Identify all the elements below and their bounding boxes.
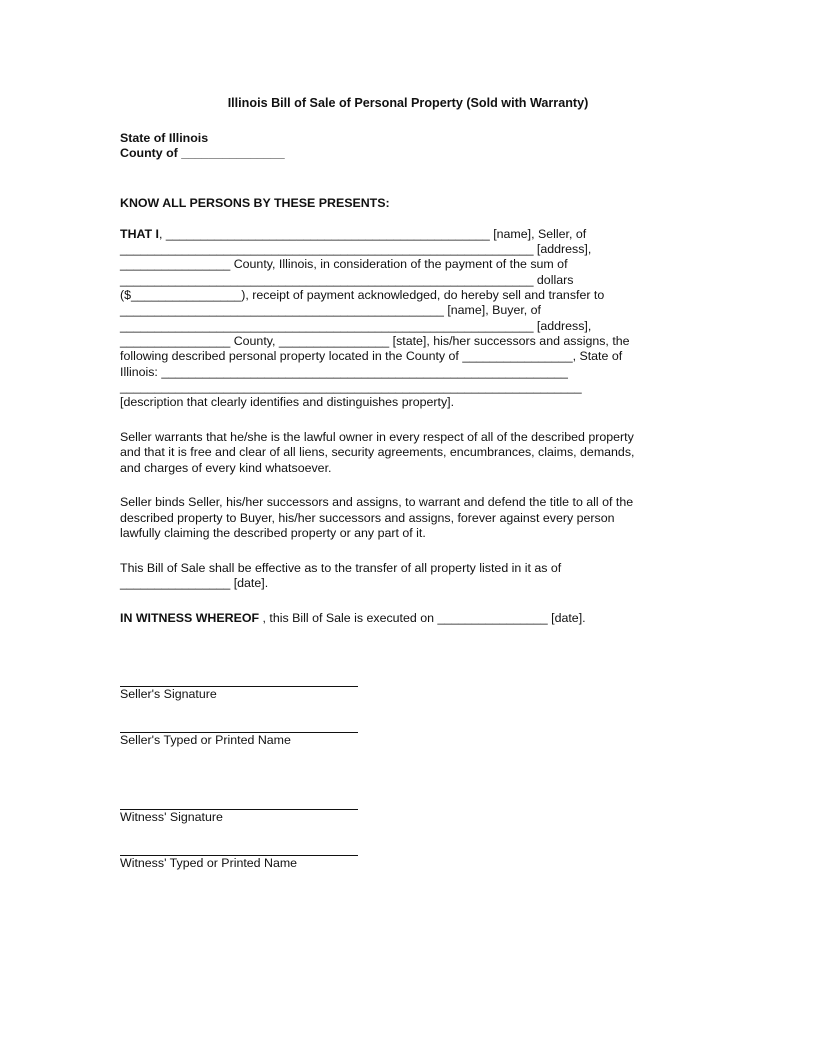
that-i-line-11: ___________________________________________________________________ [120, 380, 582, 394]
seller-signature-label: Seller's Signature [120, 687, 217, 701]
seller-name-label: Seller's Typed or Printed Name [120, 733, 291, 747]
that-i-line-5: ($________________), receipt of payment acknowledged, do hereby sell and transfer to [120, 288, 605, 302]
that-i-line-3: ________________ County, Illinois, in consideration of the payment of the sum of [120, 257, 568, 271]
witness-whereof-lead: IN WITNESS WHEREOF [120, 611, 260, 625]
warrant-line-3: and charges of every kind whatsoever. [120, 461, 332, 475]
witness-name-label: Witness' Typed or Printed Name [120, 856, 298, 870]
know-all-heading: KNOW ALL PERSONS BY THESE PRESENTS: [120, 196, 390, 210]
that-i-line-2: ____________________________________________________________ [address], [120, 242, 592, 256]
that-i-line-1 [120, 227, 586, 242]
that-i-line-10: Illinois: ___________________________________________________________ [120, 365, 568, 379]
that-i-line-7: ____________________________________________________________ [address], [120, 319, 592, 333]
that-i-line-9: following described personal property located in the County of ________________, State of [120, 349, 623, 363]
that-i-line-12: [description that clearly identifies and distinguishes property]. [120, 395, 455, 409]
that-i-line-6: _______________________________________________ [name], Buyer, of [120, 303, 541, 317]
county-line: County of _______________ [120, 146, 285, 160]
that-i-line-1-text: , _______________________________________________ [name], Seller, of [159, 227, 587, 241]
that-i-line-8: ________________ County, ________________ [state], his/her successors and assigns, the [120, 334, 630, 348]
that-i-line-4: ____________________________________________________________ dollars [120, 273, 574, 287]
witness-whereof-text: , this Bill of Sale is executed on ________________ [date]. [259, 611, 586, 625]
warrant-line-1: Seller warrants that he/she is the lawful owner in every respect of all of the described property [120, 430, 634, 444]
document-title: Illinois Bill of Sale of Personal Property (Sold with Warranty) [227, 96, 589, 110]
binds-line-3: lawfully claiming the described property or any part of it. [120, 526, 426, 540]
that-i-lead: THAT I [120, 227, 159, 241]
binds-line-2: described property to Buyer, his/her successors and assigns, forever against every person [120, 511, 615, 525]
witness-signature-label: Witness' Signature [120, 810, 223, 824]
effective-line-1: This Bill of Sale shall be effective as to the transfer of all property listed in it as of [120, 561, 562, 575]
binds-line-1: Seller binds Seller, his/her successors and assigns, to warrant and defend the title to all of the [120, 495, 634, 509]
witness-whereof-line [120, 611, 586, 626]
effective-line-2: ________________ [date]. [120, 576, 269, 590]
state-line: State of Illinois [120, 131, 209, 145]
warrant-line-2: and that it is free and clear of all liens, security agreements, encumbrances, claims, demands, [120, 445, 635, 459]
